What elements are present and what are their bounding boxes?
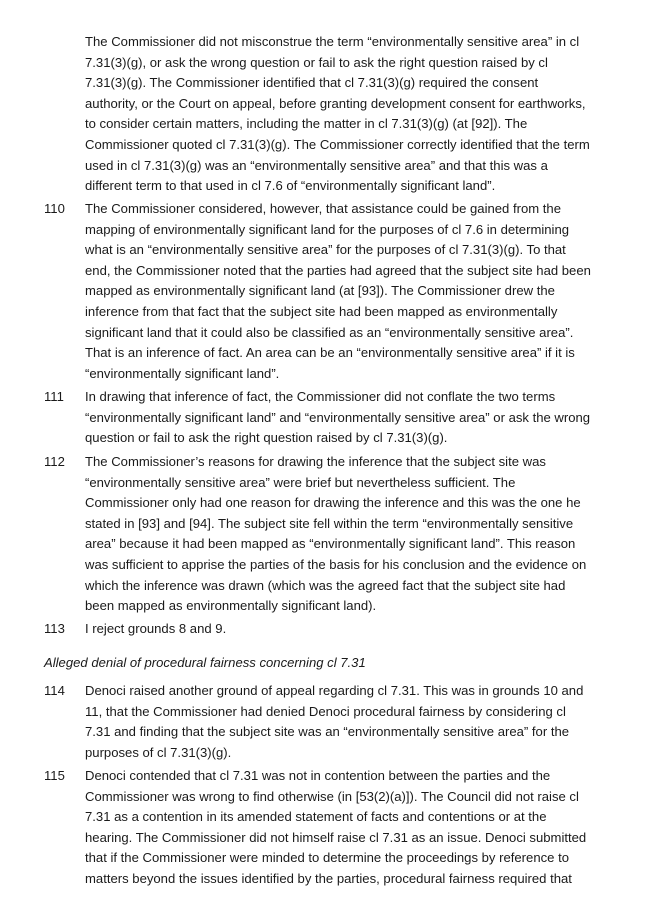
text-line: 7.31 as a contention in its amended statement of facts and contentions or at the (85, 809, 547, 825)
text-line: Denoci contended that cl 7.31 was not in contention between the parties and the (85, 768, 551, 783)
text-line: question or fail to ask the right question raised by cl 7.31(3)(g). (85, 430, 448, 446)
text-line: been mapped as environmentally significant land). (85, 598, 377, 614)
paragraph-number: 115 (44, 768, 65, 783)
text-line: Commissioner only had one reason for drawing the inference and this was the one he (85, 495, 581, 511)
paragraph-body (85, 619, 605, 640)
paragraph-body (85, 452, 605, 617)
text-line: Commissioner quoted cl 7.31(3)(g). The Commissioner correctly identified that the term (85, 136, 590, 152)
text-line: The Commissioner’s reasons for drawing the inference that the subject site was (85, 454, 546, 469)
paragraph-body (85, 32, 605, 197)
text-line: mapped as environmentally significant land (at [93]). The Commissioner drew the (85, 283, 555, 299)
text-line: The Commissioner considered, however, that assistance could be gained from the (85, 201, 561, 216)
paragraph-body (85, 681, 605, 763)
paragraph-body (85, 766, 605, 890)
text-line: what is an “environmentally sensitive area” for the purposes of cl 7.31(3)(g). To that (85, 242, 566, 258)
text-line: The Commissioner did not misconstrue the term “environmentally sensitive area” in cl (85, 34, 580, 49)
text-line: 7.31 and finding that the subject site was an “environmentally sensitive area” for the (85, 724, 570, 740)
text-line: matters beyond the issues identified by the parties, procedural fairness required that (85, 870, 572, 886)
text-line: “environmentally significant land” and “environmentally sensitive area” or ask the wrong (85, 409, 591, 425)
text-line: different term to that used in cl 7.6 of “environmentally significant land”. (85, 178, 496, 194)
text-line: authority, or the Court on appeal, before granting development consent for earthworks, (85, 95, 586, 111)
text-line: which the inference was drawn (which was the agreed fact that the subject site had (85, 577, 566, 593)
text-line: “environmentally significant land”. (85, 365, 280, 381)
text-line: that if the Commissioner were minded to determine the proceedings by reference to (85, 850, 569, 866)
text-line: I reject grounds 8 and 9. (85, 621, 227, 636)
text-line: hearing. The Commissioner did not himself raise cl 7.31 as an issue. Denoci submitted (85, 829, 587, 845)
text-line: 7.31(3)(g). The Commissioner identified that cl 7.31(3)(g) required the consent (85, 75, 539, 91)
section-heading: Alleged denial of procedural fairness concerning cl 7.31 (44, 655, 366, 670)
text-line: “environmentally sensitive area” were brief but nevertheless sufficient. The (85, 474, 516, 490)
text-line: purposes of cl 7.31(3)(g). (85, 744, 232, 760)
text-line: In drawing that inference of fact, the Commissioner did not conflate the two terms (85, 389, 556, 404)
text-line: stated in [93] and [94]. The subject site fell within the term “environmentally sensitive (85, 515, 574, 531)
text-line: Commissioner was wrong to find otherwise (in [53(2)(a)]). The Council did not raise cl (85, 788, 579, 804)
paragraph-number: 112 (44, 454, 65, 469)
text-line: area” because it had been mapped as “environmentally significant land”. This reason (85, 536, 576, 552)
text-line: Denoci raised another ground of appeal regarding cl 7.31. This was in grounds 10 and (85, 683, 584, 698)
paragraph-number: 113 (44, 621, 65, 636)
text-line: significant land that it could also be classified as an “environmentally sensitive area”. (85, 324, 574, 340)
paragraph-number: 114 (44, 683, 65, 698)
text-line: 11, that the Commissioner had denied Denoci procedural fairness by considering cl (85, 703, 566, 719)
text-line: used in cl 7.31(3)(g) was an “environmentally sensitive area” and that this was a (85, 157, 548, 173)
paragraph-body (85, 387, 605, 449)
text-line: was sufficient to apprise the parties of the basis for his conclusion and the evidence on (85, 556, 587, 572)
paragraph-body (85, 199, 605, 384)
text-line: inference from that fact that the subject site had been mapped as environmentally (85, 303, 558, 319)
text-line: That is an inference of fact. An area can be an “environmentally sensitive area” if it is (85, 345, 575, 361)
paragraph-number: 110 (44, 201, 65, 216)
paragraph-number: 111 (44, 389, 64, 404)
text-line: end, the Commissioner noted that the parties had agreed that the subject site had been (85, 262, 591, 278)
text-line: mapping of environmentally significant land for the purposes of cl 7.6 in determining (85, 221, 570, 237)
text-line: to consider certain matters, including the matter in cl 7.31(3)(g) (at [92]). The (85, 116, 528, 132)
text-line: 7.31(3)(g), or ask the wrong question or fail to ask the right question raised by cl (85, 54, 548, 70)
